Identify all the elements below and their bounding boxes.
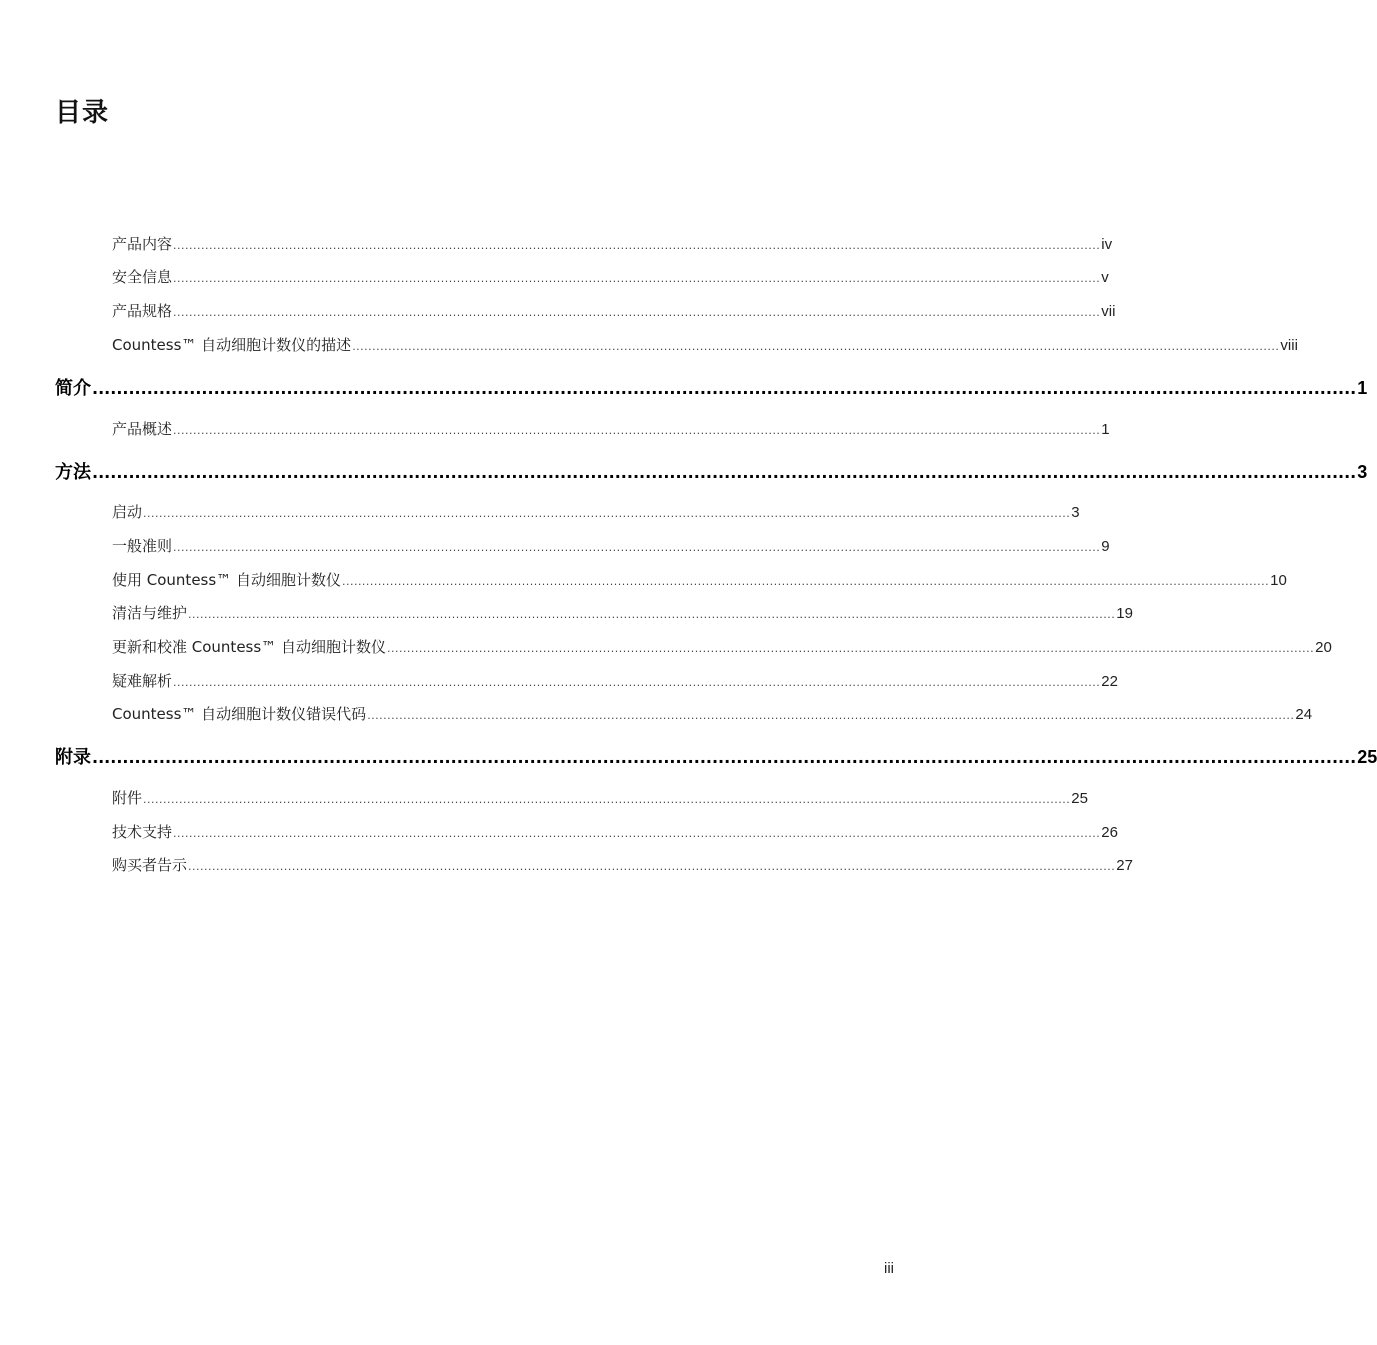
leader-dots: ........................................................................................................................................................................................................................................: [173, 827, 1101, 840]
toc-entry-troubleshooting[interactable]: [112, 670, 1118, 691]
toc-entry-label: 清洁与维护: [112, 604, 188, 622]
toc-entry-page: 3: [1357, 462, 1368, 482]
leader-dots: ........................................................................................................................................................................................................................................: [188, 608, 1116, 621]
toc-entry-label: 产品规格: [112, 302, 173, 320]
toc-entry-page: 20: [1315, 639, 1332, 656]
leader-dots: ........................................................................................................................................................................................................................................: [173, 676, 1101, 689]
toc-entry-product-contents[interactable]: [112, 233, 1113, 254]
leader-dots: ................................................................................................................................................................................................................: [92, 379, 1357, 398]
leader-dots: ........................................................................................................................................................................................................................................: [173, 272, 1101, 285]
toc-entry-error-codes[interactable]: [112, 703, 1313, 724]
leader-dots: ........................................................................................................................................................................................................................................: [352, 340, 1280, 353]
leader-dots: ................................................................................................................................................................................................................: [92, 463, 1357, 482]
toc-entry-purchaser-notice[interactable]: [112, 854, 1133, 875]
leader-dots: ................................................................................................................................................................................................................: [92, 748, 1357, 767]
toc-entry-product-overview[interactable]: [112, 418, 1110, 439]
leader-dots: ........................................................................................................................................................................................................................................: [386, 642, 1315, 655]
toc-entry-startup[interactable]: [112, 501, 1080, 522]
toc-entry-page: iv: [1101, 236, 1113, 253]
toc-entry-label: 购买者告示: [112, 856, 188, 874]
leader-dots: ........................................................................................................................................................................................................................................: [367, 709, 1295, 722]
toc-entry-cleaning-maintenance[interactable]: [112, 602, 1133, 623]
toc-entry-label: 一般准则: [112, 537, 173, 555]
toc-entry-label: 使用 Countess™ 自动细胞计数仪: [112, 571, 341, 589]
toc-entry-page: 1: [1101, 421, 1110, 438]
toc-entry-page: 25: [1071, 790, 1088, 807]
toc-section-appendix[interactable]: [55, 743, 1377, 769]
toc-entry-safety-information[interactable]: [112, 266, 1109, 287]
leader-dots: ........................................................................................................................................................................................................................................: [188, 860, 1116, 873]
toc-entry-accessories[interactable]: [112, 787, 1088, 808]
toc-entry-label: 更新和校准 Countess™ 自动细胞计数仪: [112, 638, 386, 656]
toc-entry-technical-support[interactable]: [112, 821, 1118, 842]
toc-entry-update-calibrate[interactable]: [112, 636, 1332, 657]
leader-dots: ........................................................................................................................................................................................................................................: [173, 424, 1101, 437]
toc-entry-label: 附录: [55, 747, 91, 768]
leader-dots: ........................................................................................................................................................................................................................................: [173, 306, 1101, 319]
toc-entry-label: Countess™ 自动细胞计数仪错误代码: [112, 705, 367, 723]
toc-section-introduction[interactable]: [55, 374, 1368, 400]
toc-entry-label: 附件: [112, 789, 143, 807]
toc-entry-page: 24: [1295, 706, 1313, 723]
leader-dots: ........................................................................................................................................................................................................................................: [143, 507, 1071, 520]
page-title: 目录: [55, 98, 110, 128]
toc-entry-label: 安全信息: [112, 268, 173, 286]
toc-entry-product-specifications[interactable]: [112, 300, 1116, 321]
toc-entry-countess-description[interactable]: [112, 334, 1298, 355]
toc-entry-page: 3: [1071, 504, 1080, 521]
toc-entry-page: v: [1101, 269, 1109, 286]
toc-entry-page: viii: [1280, 337, 1298, 354]
toc-entry-label: 疑难解析: [112, 672, 173, 690]
toc-entry-label: 简介: [55, 378, 91, 399]
toc-entry-page: 22: [1101, 673, 1118, 690]
toc-entry-label: 技术支持: [112, 823, 173, 841]
toc-entry-page: 25: [1357, 747, 1377, 767]
toc-entry-label: 启动: [112, 503, 143, 521]
toc-entry-label: Countess™ 自动细胞计数仪的描述: [112, 336, 352, 354]
leader-dots: ........................................................................................................................................................................................................................................: [173, 541, 1101, 554]
toc-section-methods[interactable]: [55, 458, 1368, 484]
toc-entry-label: 产品概述: [112, 420, 173, 438]
toc-entry-using-countess[interactable]: [112, 569, 1287, 590]
page-number: iii: [884, 1260, 894, 1277]
toc-entry-page: 1: [1357, 378, 1368, 398]
toc-entry-page: 10: [1270, 572, 1287, 589]
toc-entry-page: 9: [1101, 538, 1110, 555]
toc-entry-general-guidelines[interactable]: [112, 535, 1110, 556]
leader-dots: ........................................................................................................................................................................................................................................: [341, 575, 1270, 588]
toc-entry-page: 19: [1116, 605, 1133, 622]
leader-dots: ........................................................................................................................................................................................................................................: [143, 793, 1071, 806]
toc-entry-page: vii: [1101, 303, 1116, 320]
leader-dots: ........................................................................................................................................................................................................................................: [173, 239, 1101, 252]
toc-entry-label: 方法: [55, 462, 91, 483]
toc-entry-page: 27: [1116, 857, 1133, 874]
toc-entry-page: 26: [1101, 824, 1118, 841]
toc-entry-label: 产品内容: [112, 235, 173, 253]
